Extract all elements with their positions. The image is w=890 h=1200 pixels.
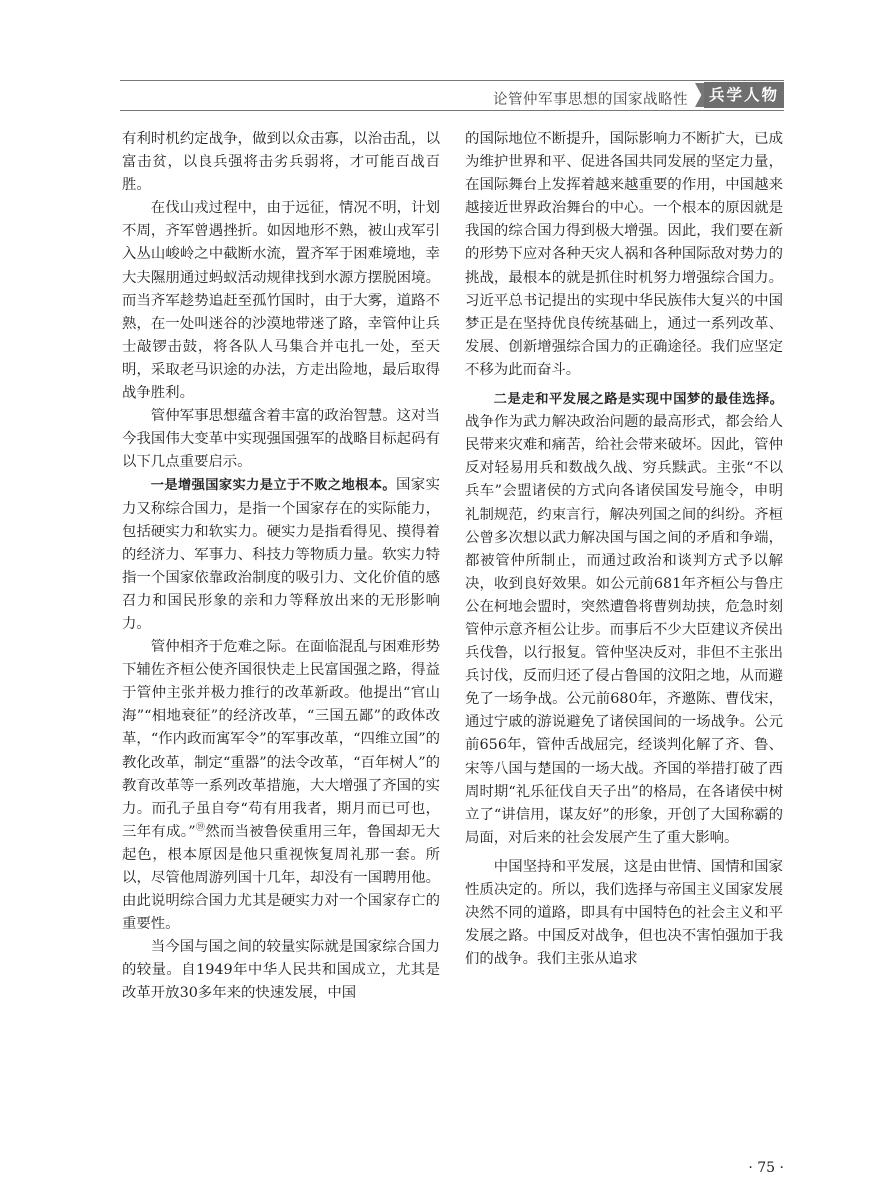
paragraph: 的国际地位不断提升，国际影响力不断扩大，已成为维护世界和平、促进各国共同发展的坚定力量，在国际舞台上发挥着越来越重要的作用，中国越来越接近世界政治舞台的中心。一个根本的原因就是我国的综合国力得到极大增强。因此，我们要在新的形势下应对各种天灾人祸和各种国际敌对势力的挑战，最根本的就是抓住时机努力增强综合国力。习近平总书记提出的实现中华民族伟大复兴的中国梦正是在坚持优良传统基础上，通过一系列改革、发展、创新增强综合国力的正确途径。我们应坚定不移为此而奋斗。 <box>465 131 783 378</box>
header-rule-top <box>120 80 784 81</box>
header-rule-bottom <box>120 110 784 111</box>
paragraph: 中国坚持和平发展，这是由世情、国情和国家性质决定的。所以，我们选择与帝国主义国家发展决然不同的道路，即具有中国特色的社会主义和平发展之路。中国反对战争，但也决不害怕强加于我们的战争。我们主张从追求 <box>465 858 783 968</box>
left-column <box>122 128 440 1006</box>
paragraph-text: 国家实力又称综合国力，是指一个国家存在的实际能力，包括硬实力和软实力。硬实力是指看得见、摸得着的经济力、军事力、科技力等物质力量。软实力特指一个国家依靠政治制度的吸引力、文化价值的感召力和国民形象的亲和力等释放出来的无形影响力。 <box>122 477 440 632</box>
paragraph <box>122 474 440 636</box>
running-title: 论管仲军事思想的国家战略性 <box>493 92 688 108</box>
emphasis-heading: 一是增强国家实力是立于不败之地根本。 <box>150 478 396 494</box>
paragraph <box>122 636 440 936</box>
paragraph: 在伐山戎过程中，由于远征，情况不明，计划不周，齐军曾遇挫折。如因地形不熟，被山戎军引入丛山峻岭之中截断水流，置齐军于困难境地，幸大夫隰朋通过蚂蚁活动规律找到水源方摆脱困境。而当齐军趁势追赶至孤竹国时，由于大雾，道路不熟，在一处叫迷谷的沙漠地带迷了路，幸管仲让兵士敲锣击鼓，将各队人马集合并屯扎一处，至天明，采取老马识途的办法，方走出险地，最后取得战争胜利。 <box>122 200 440 402</box>
paragraph: 当今国与国之间的较量实际就是国家综合国力的较量。自1949年中华人民共和国成立，尤其是改革开放30多年来的快速发展，中国 <box>122 939 440 1002</box>
footnote-marker: ⑲ <box>195 823 206 834</box>
paragraph-text: 战争作为武力解决政治问题的最高形式，都会给人民带来灾难和痛苦，给社会带来破坏。因此，管仲反对轻易用兵和数战久战、穷兵黩武。主张“不以兵车”会盟诸侯的方式向各诸侯国发号施令，申明礼制规范，约束言行，解决列国之间的纠纷。齐桓公曾多次想以武力解决国与国之间的矛盾和争端，都被管仲所制止，而通过政治和谈判方式予以解决，收到良好效果。如公元前681年齐桓公与鲁庄公在柯地会盟时，突然遭鲁将曹刿劫挟，危急时刻管仲示意齐桓公让步。而事后不少大臣建议齐侯出兵伐鲁，以行报复。管仲坚决反对，非但不主张出兵讨伐，反而归还了侵占鲁国的汶阳之地，从而避免了一场争战。公元前680年，齐邀陈、曹伐宋，通过宁戚的游说避免了诸侯国间的一场战争。公元前656年，管仲舌战屈完，经谈判化解了齐、鲁、宋等八国与楚国的一场大战。齐国的举措打破了西周时期“礼乐征伐自天子出”的格局，在各诸侯中树立了“讲信用，谋友好”的形象，开创了大国称霸的局面，对后来的社会发展产生了重大影响。 <box>465 414 783 846</box>
paragraph: 有利时机约定战争，做到以众击寡，以治击乱，以富击贫，以良兵强将击劣兵弱将，才可能百战百胜。 <box>122 131 440 194</box>
paragraph-text: 管仲相齐于危难之际。在面临混乱与困难形势下辅佐齐桓公使齐国很快走上民富国强之路，得益于管仲主张并极力推行的改革新政。他提出“官山海”“相地衰征”的经济改革，“三国五鄙”的政体改革，“作内政而寓军令”的军事改革，“四维立国”的教化改革，制定“重器”的法令改革，“百年树人”的教育改革等一系列改革措施，大大增强了齐国的实力。而孔子虽自夸“苟有用我者，期月而已可也，三年有成。” <box>122 639 440 840</box>
paragraph: 管仲军事思想蕴含着丰富的政治智慧。这对当今我国伟大变革中实现强国强军的战略目标起码有以下几点重要启示。 <box>122 408 440 471</box>
paragraph-text: 然而当被鲁侯重用三年，鲁国却无大起色，根本原因是他只重视恢复周礼那一套。所以，尽管他周游列国十几年，却没有一国聘用他。由此说明综合国力尤其是硬实力对一个国家存亡的重要性。 <box>122 823 440 933</box>
page-number: · 75 · <box>748 1160 784 1176</box>
section-tag: 兵学人物 <box>704 82 784 108</box>
paragraph <box>465 388 783 850</box>
right-column <box>465 128 783 971</box>
emphasis-heading: 二是走和平发展之路是实现中国梦的最佳选择。 <box>493 392 783 408</box>
